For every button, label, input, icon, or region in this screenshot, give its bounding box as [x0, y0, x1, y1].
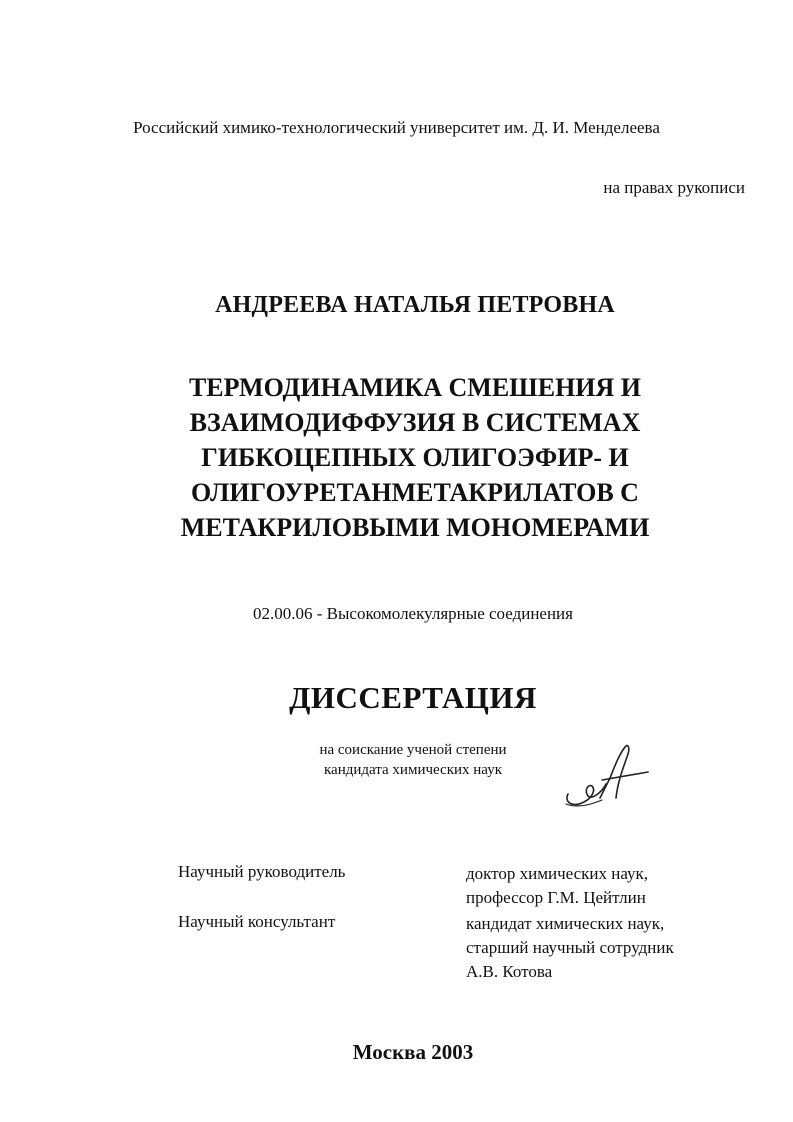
consultant-line: кандидат химических наук,: [466, 914, 665, 933]
supervisor-label: Научный руководитель: [178, 862, 346, 881]
title-line: ТЕРМОДИНАМИКА СМЕШЕНИЯ И: [188, 373, 642, 402]
title-line: ГИБКОЦЕПНЫХ ОЛИГОЭФИР- И: [201, 443, 629, 472]
supervisor-details: [466, 862, 648, 910]
consultant-label: Научный консультант: [178, 912, 336, 931]
title-line: ВЗАИМОДИФФУЗИЯ В СИСТЕМАХ: [189, 408, 641, 437]
university-name: Российский химико-технологический университет им. Д. И. Менделеева: [133, 118, 660, 137]
author-name: АНДРЕЕВА НАТАЛЬЯ ПЕТРОВНА: [215, 292, 615, 318]
title-line: ОЛИГОУРЕТАНМЕТАКРИЛАТОВ С: [191, 478, 639, 507]
title-line: МЕТАКРИЛОВЫМИ МОНОМЕРАМИ: [180, 513, 650, 542]
degree-statement: [0, 740, 793, 780]
supervisor-line: профессор Г.М. Цейтлин: [466, 888, 646, 907]
consultant-details: [466, 912, 674, 984]
degree-line: на соискание ученой степени: [319, 742, 507, 758]
supervisor-line: доктор химических наук,: [466, 864, 649, 883]
consultant-line: старший научный сотрудник: [466, 938, 674, 957]
specialty-code: 02.00.06 - Высокомолекулярные соединения: [253, 604, 573, 623]
consultant-line: А.В. Котова: [466, 962, 553, 981]
rights-note: на правах рукописи: [603, 178, 745, 197]
document-type: ДИССЕРТАЦИЯ: [289, 680, 537, 715]
degree-line: кандидата химических наук: [323, 762, 502, 778]
city-year: Москва 2003: [352, 1040, 474, 1064]
dissertation-title: [0, 370, 793, 545]
signature-icon: [562, 742, 652, 814]
